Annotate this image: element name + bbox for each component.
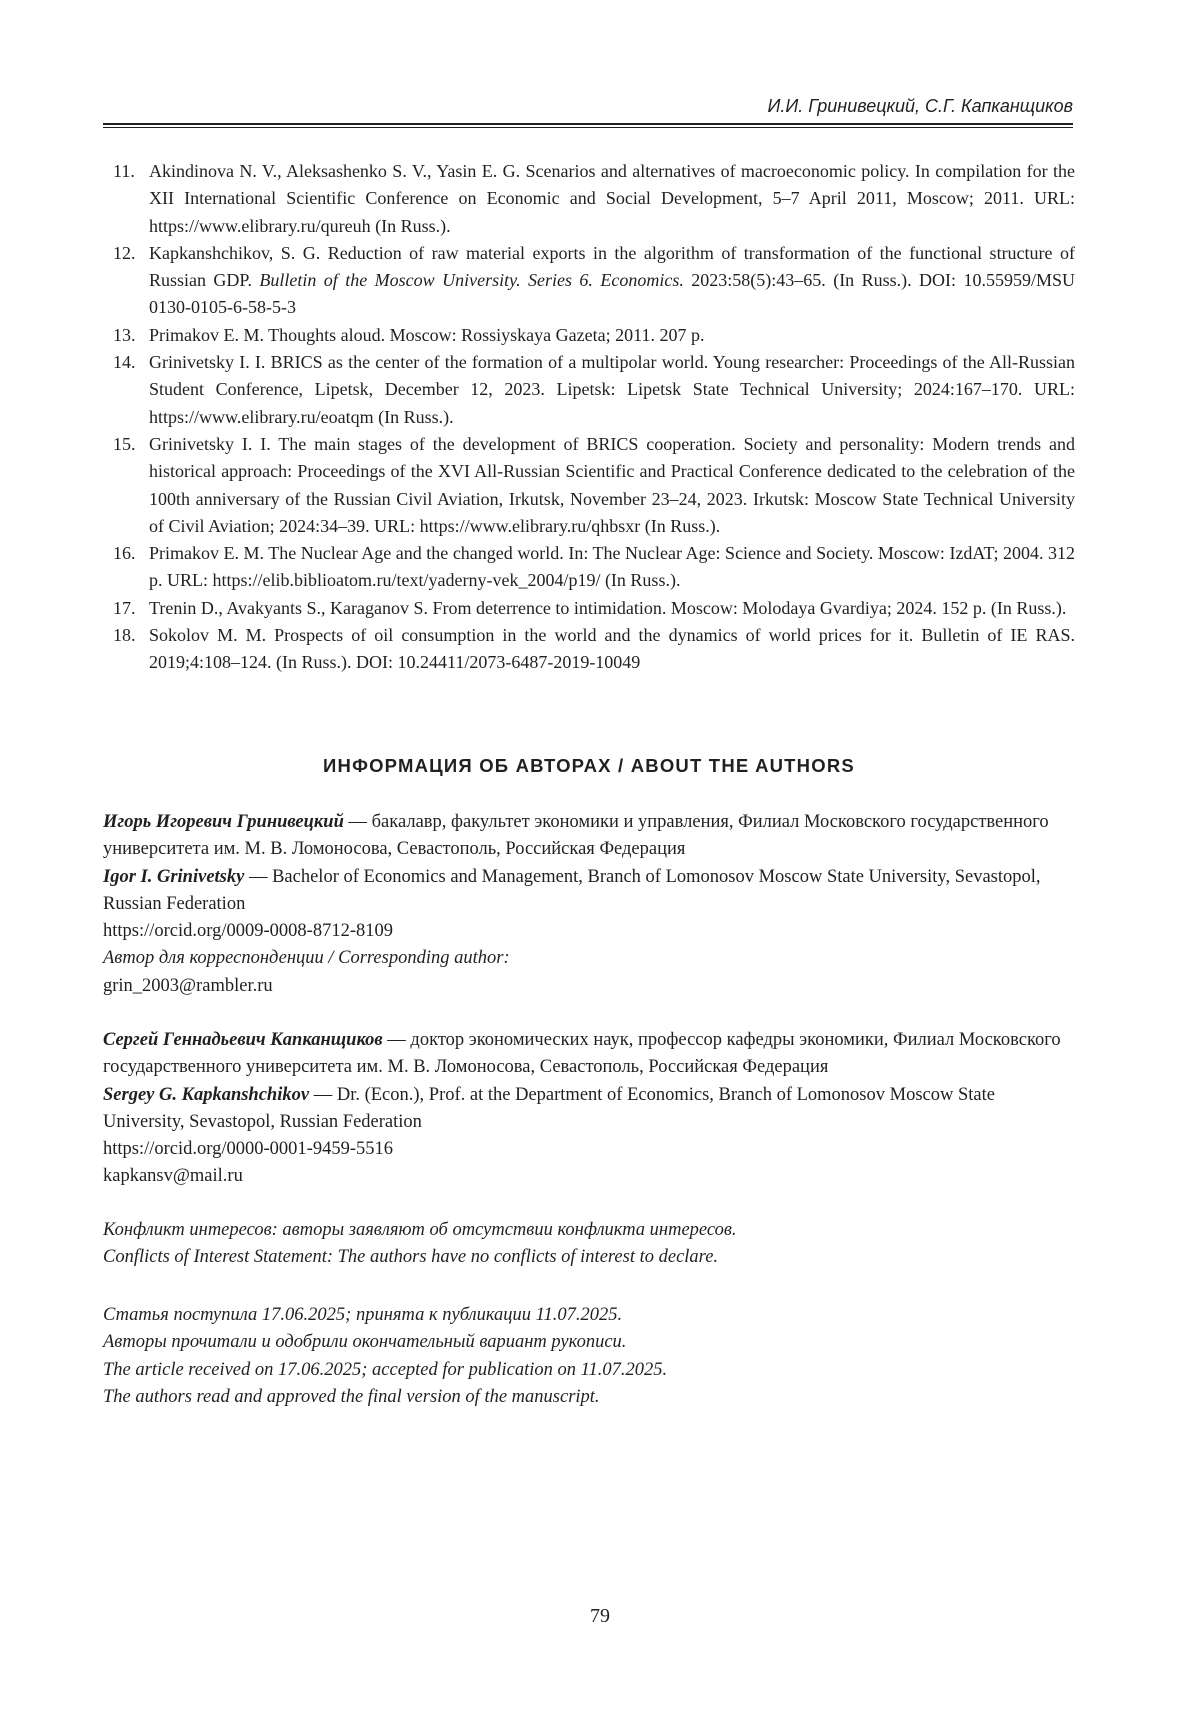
orcid-link[interactable]: https://orcid.org/0009-0008-8712-8109 <box>103 921 393 942</box>
reference-text: Grinivetsky I. I. BRICS as the center of the formation of a multipolar world. Young researcher: Proceedings of the All-Russian Student Conference, Lipetsk, December 12, 2023. Lipetsk: Lipetsk State Technical University; 2024:167–170. URL: https://www.elibrary.ru/eoatqm (In Russ.). <box>149 352 1075 427</box>
reference-text: Akindinova N. V., Aleksashenko S. V., Yasin E. G. Scenarios and alternatives of macroeconomic policy. In compilation for the XII International Scientific Conference on Economic and Social Development, 5–7 April 2011, Moscow; 2011. URL: https://www.elibrary.ru/qureuh (In Russ.). <box>149 161 1075 236</box>
author-name-ru: Сергей Геннадьевич Капканщиков <box>103 1030 383 1050</box>
reference-item-16 <box>103 540 1075 595</box>
author-name-en: Sergey G. Kapkanshchikov <box>103 1084 310 1105</box>
email-link[interactable]: grin_2003@rambler.ru <box>103 975 273 996</box>
running-head <box>103 96 1073 126</box>
received-ru: Статья поступила 17.06.2025; принята к публикации 11.07.2025. <box>103 1305 623 1325</box>
header-rule-thin <box>103 127 1073 128</box>
author-en-line <box>103 1082 1075 1137</box>
orcid-link[interactable]: https://orcid.org/0000-0001-9459-5516 <box>103 1139 393 1160</box>
page-number: 79 <box>590 1605 610 1627</box>
reference-item-18 <box>103 622 1075 677</box>
reference-item-17 <box>103 595 1075 622</box>
reference-item-13 <box>103 322 1075 349</box>
email-link[interactable]: kapkansv@mail.ru <box>103 1166 243 1187</box>
reference-number: 11. <box>113 161 135 181</box>
author-desc-en: — Dr. (Econ.), Prof. at the Department of Economics, Branch of Lomonosov Moscow State University, Sevastopol, Russian Federation <box>103 1084 995 1132</box>
author-name-ru: Игорь Игоревич Гринивецкий <box>103 812 344 832</box>
author-info-2 <box>103 1027 1075 1191</box>
reference-text: Trenin D., Avakyants S., Karaganov S. From deterrence to intimidation. Moscow: Molodaya Gvardiya; 2024. 152 p. (In Russ.). <box>149 597 1067 618</box>
reference-text-part: 2023:58(5):43–65. (In Russ.). DOI: 10.55959/MSU 0130-0105-6-58-5-3 <box>149 270 1075 318</box>
reference-number: 18. <box>113 625 136 646</box>
reference-item-14 <box>103 349 1075 431</box>
reference-text <box>149 240 1075 322</box>
author-name-en: Igor I. Grinivetsky <box>103 866 245 887</box>
received-en: The article received on 17.06.2025; accepted for publication on 11.07.2025. <box>103 1359 668 1380</box>
approved-en: The authors read and approved the final version of the manuscript. <box>103 1386 600 1407</box>
article-dates <box>103 1302 1075 1411</box>
author-desc-en: — Bachelor of Economics and Management, Branch of Lomonosov Moscow State University, Sevastopol, Russian Federation <box>103 866 1041 914</box>
conflicts-of-interest <box>103 1217 1075 1272</box>
running-head-authors: И.И. Гринивецкий, С.Г. Капканщиков <box>767 96 1073 116</box>
section-title: ИНФОРМАЦИЯ ОБ АВТОРАХ / ABOUT THE AUTHORS <box>323 755 855 776</box>
reference-text: Primakov E. M. Thoughts aloud. Moscow: Rossiyskaya Gazeta; 2011. 207 p. <box>149 324 705 345</box>
reference-number: 13. <box>113 324 136 345</box>
conflict-statement-ru: Конфликт интересов: авторы заявляют об отсутствии конфликта интересов. <box>103 1220 737 1240</box>
reference-number: 15. <box>113 433 136 454</box>
reference-text-part: Kapkanshchikov, S. G. Reduction of raw material exports in the algorithm of transformation of the functional structure of Russian GDP. <box>149 242 1075 291</box>
reference-item-15 <box>103 431 1075 540</box>
reference-list <box>103 158 1075 677</box>
journal-title: Bulletin of the Moscow University. Series 6. Economics. <box>259 270 684 291</box>
author-en-line <box>103 864 1075 919</box>
reference-text: Grinivetsky I. I. The main stages of the development of BRICS cooperation. Society and personality: Modern trends and historical approach: Proceedings of the XVI All-Russian Scientific and Practical Conference dedicated to the celebration of the 100th anniversary of the Russian Civil Aviation, Irkutsk, November 23–24, 2023. Irkutsk: Moscow State Technical University of Civil Aviation; 2024:34–39. URL: https://www.elibrary.ru/qhbsxr (In Russ.). <box>149 433 1075 536</box>
reference-text: Sokolov M. M. Prospects of oil consumption in the world and the dynamics of world prices for it. Bulletin of IE RAS. 2019;4:108–124. (In Russ.). DOI: 10.24411/2073-6487-2019-10049 <box>149 625 1075 673</box>
author-desc-ru: — бакалавр, факультет экономики и управления, Филиал Московского государственного университета им. М. В. Ломоносова, Севастополь, Российская Федерация <box>103 812 1049 860</box>
reference-text: Primakov E. M. The Nuclear Age and the changed world. In: The Nuclear Age: Science and Society. Moscow: IzdAT; 2004. 312 p. URL: https://elib.biblioatom.ru/text/yaderny-vek_2004/p19/ (In Russ.). <box>149 543 1075 591</box>
reference-item-11 <box>103 158 1075 240</box>
corresponding-author-label: Автор для корреспонденции / Corresponding author: <box>103 948 510 969</box>
header-rule-thick <box>103 123 1073 125</box>
author-desc-ru: — доктор экономических наук, профессор кафедры экономики, Филиал Московского государственного университета им. М. В. Ломоносова, Севастополь, Российская Федерация <box>103 1030 1061 1078</box>
conflict-statement-en: Conflicts of Interest Statement: The authors have no conflicts of interest to declare. <box>103 1247 719 1268</box>
reference-number: 17. <box>113 597 136 618</box>
reference-item-12 <box>103 240 1075 322</box>
author-ru-line <box>103 809 1075 864</box>
reference-number: 12. <box>113 242 136 263</box>
reference-number: 16. <box>113 543 136 564</box>
author-ru-line <box>103 1027 1075 1082</box>
reference-number: 14. <box>113 352 136 373</box>
approved-ru: Авторы прочитали и одобрили окончательный вариант рукописи. <box>103 1332 627 1353</box>
author-info-1 <box>103 809 1075 1000</box>
